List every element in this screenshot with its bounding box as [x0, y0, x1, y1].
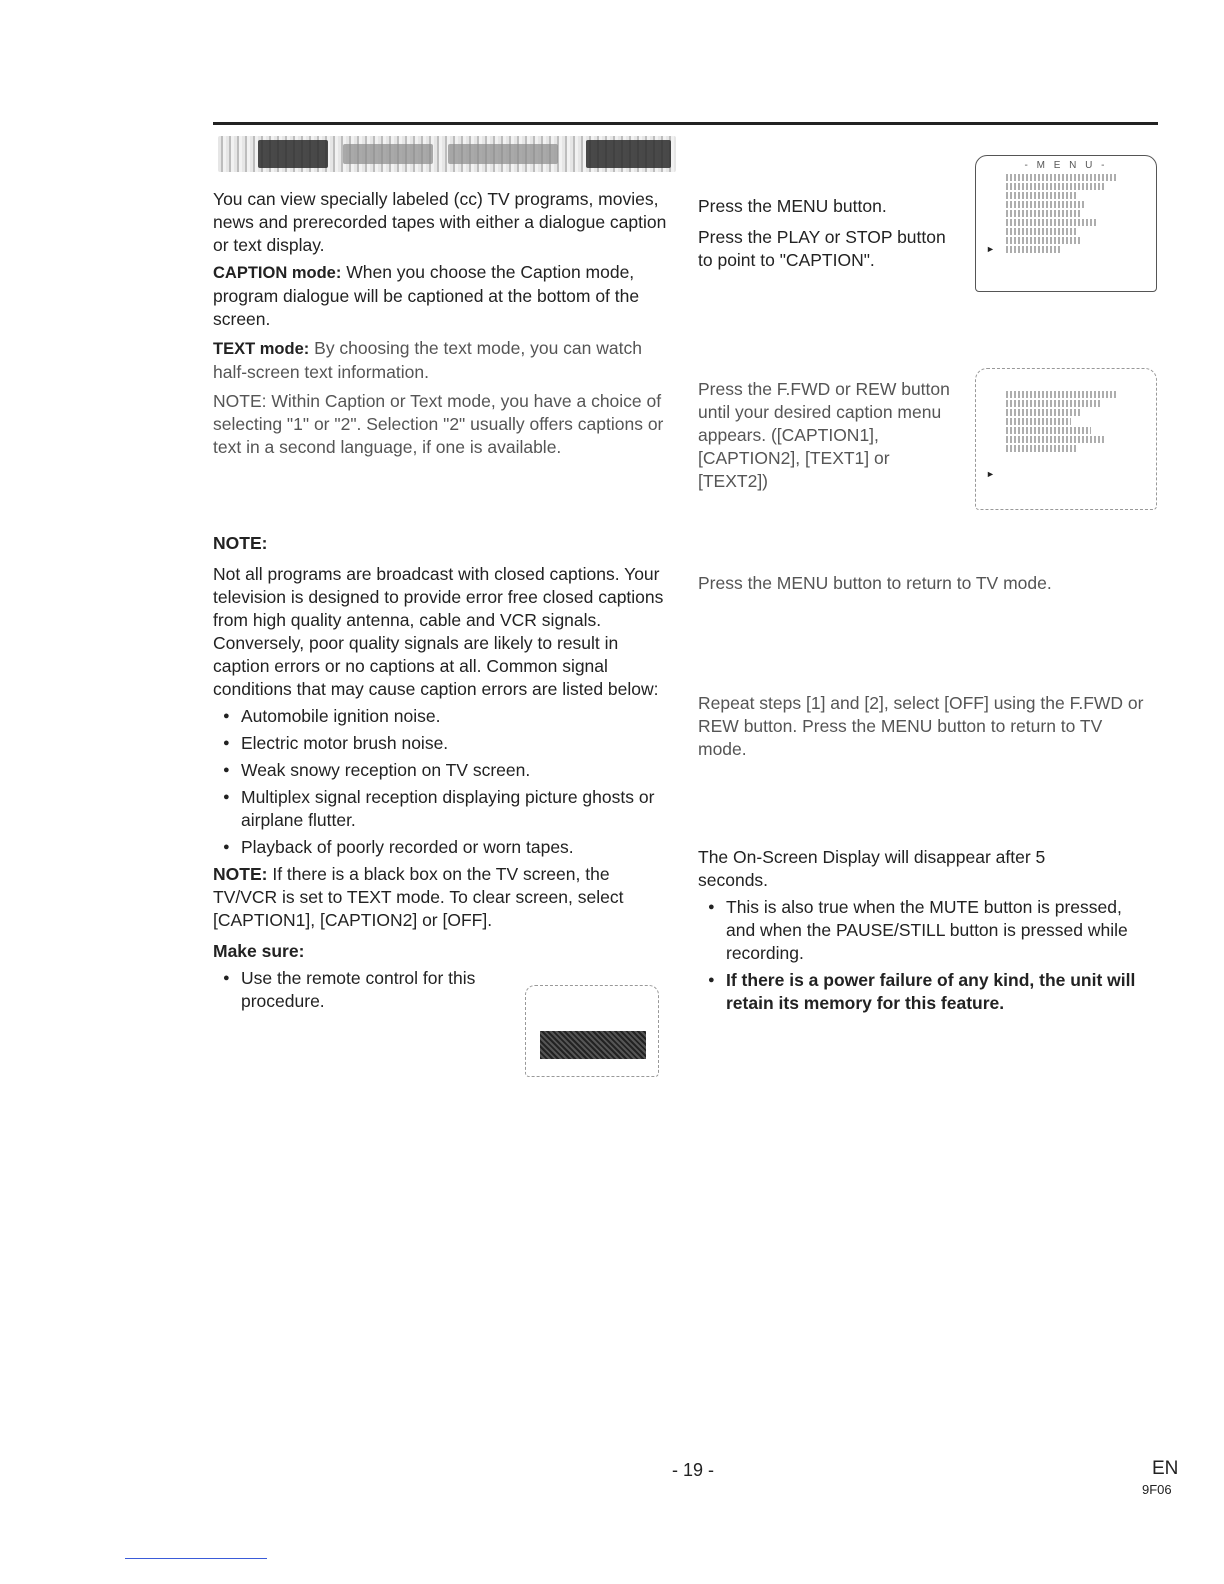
list-item: ● Electric motor brush noise. [213, 732, 673, 755]
top-rule [213, 122, 1158, 125]
list-item: ● This is also true when the MUTE button is pressed, and when the PAUSE/STILL button is pressed while recording. [698, 896, 1148, 965]
note2-label: NOTE: [213, 864, 268, 884]
intro-note-label: NOTE: [213, 391, 267, 411]
caption-mode-text: When you choose the Caption mode, program dialogue will be captioned at the bottom of the screen. [213, 262, 640, 329]
caption-items-illustration [1006, 391, 1156, 452]
section-title-banner [218, 136, 676, 172]
intro-note-text: Within Caption or Text mode, you have a choice of selecting "1" or "2". Selection "2" usually offers captions or text in a second language, if one is available. [213, 391, 664, 457]
step5-block [698, 846, 1148, 1019]
note-heading: NOTE: [213, 533, 268, 553]
step4-text: Repeat steps [1] and [2], select [OFF] using the F.FWD or REW button. Press the MENU button to return to TV mode. [698, 693, 1144, 759]
list-item: ● Automobile ignition noise. [213, 705, 673, 728]
note2-para [213, 863, 658, 932]
step5-text: The On-Screen Display will disappear after 5 seconds. [698, 847, 1046, 890]
tv-screen-illustration [525, 985, 659, 1077]
step2-block [698, 378, 963, 493]
step1-block [698, 195, 948, 272]
step1-menu: Press the MENU button. [698, 196, 887, 216]
footer-link-line [125, 1558, 267, 1559]
pointer-icon: ► [986, 469, 995, 479]
caption-mode-label: CAPTION mode: [213, 264, 342, 282]
list-item: ● Use the remote control for this procedure. [213, 967, 501, 1013]
list-item: ● Playback of poorly recorded or worn tapes. [213, 836, 673, 859]
intro-block [213, 188, 673, 459]
text-mode-label: TEXT mode: [213, 340, 310, 358]
step3-block [698, 572, 1158, 595]
step4-block [698, 692, 1148, 761]
menu-screen-illustration [975, 155, 1157, 292]
black-box-illustration [540, 1031, 646, 1059]
page-number: - 19 - [672, 1460, 715, 1480]
list-item: ● Multiplex signal reception displaying picture ghosts or airplane flutter. [213, 786, 673, 832]
make-sure-heading: Make sure: [213, 941, 305, 961]
note-section [213, 532, 673, 1017]
step1-play: Press the PLAY or STOP button to point to "CAPTION". [698, 227, 946, 270]
note2-text: If there is a black box on the TV screen, the TV/VCR is set to TEXT mode. To clear screen, select [CAPTION1], [CAPTION2] or [OFF]. [213, 864, 624, 930]
menu-title: - M E N U - [1024, 160, 1108, 171]
note-paragraph: Not all programs are broadcast with closed captions. Your television is designed to provide error free closed captions from high quality antenna, cable and VCR signals. Conversely, poor quality signals are likely to result in caption errors or no captions at all. Common signal conditions that may cause caption errors are listed below: [213, 564, 664, 699]
model-code: 9F06 [1142, 1482, 1172, 1497]
step2-text: Press the F.FWD or REW button until your desired caption menu appears. ([CAPTION1], [CAPTION2], [TEXT1] or [TEXT2]) [698, 379, 950, 491]
language-code: EN [1152, 1458, 1179, 1479]
list-item: ● If there is a power failure of any kind, the unit will retain its memory for this feature. [698, 969, 1148, 1015]
caption-mode-para [213, 261, 673, 331]
menu-items-illustration [1006, 174, 1156, 253]
step3-text: Press the MENU button to return to TV mode. [698, 573, 1052, 593]
caption-menu-illustration [975, 368, 1157, 510]
pointer-icon: ► [986, 244, 995, 254]
text-mode-para [213, 337, 673, 384]
text-mode-text: By choosing the text mode, you can watch half-screen text information. [213, 338, 642, 382]
list-item: ● Weak snowy reception on TV screen. [213, 759, 673, 782]
intro-text: You can view specially labeled (cc) TV programs, movies, news and prerecorded tapes with either a dialogue caption or text display. [213, 189, 667, 255]
intro-note-para [213, 390, 673, 459]
